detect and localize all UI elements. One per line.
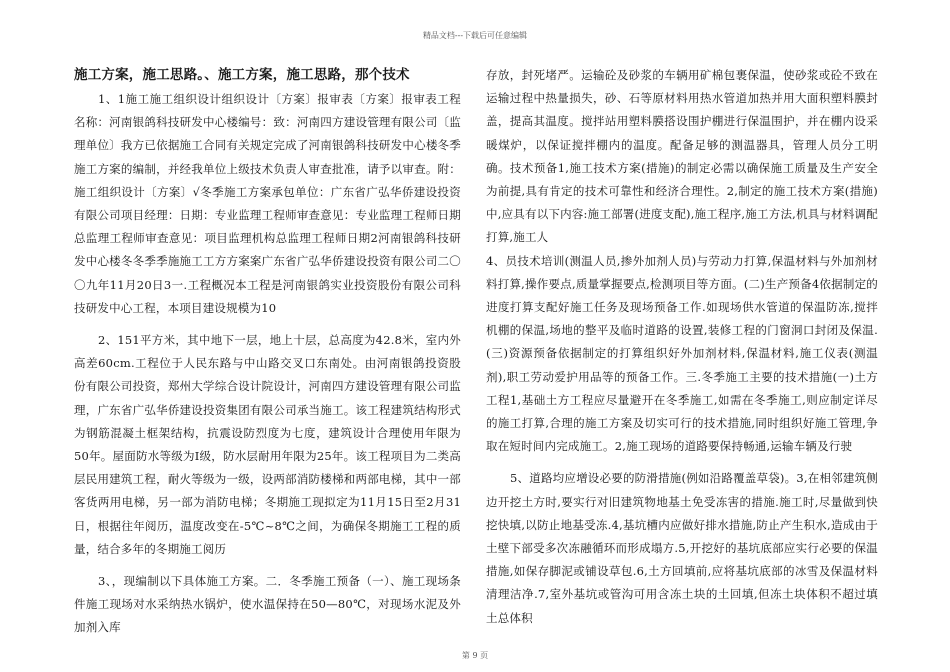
paragraph: 5、道路均应增设必要的防滑措施(例如沿路覆盖草袋)。3,在相邻建筑侧边开挖土方时,要实行对旧建筑物地基土免受冻害的措施.施工时,尽量做到快挖快填,以防止地基受冻.4,基坑槽内应做好排水措施,防止产生积水,造成由于土壁下部受多次冻融循环而形成塌方.5,开挖好的基坑底部应实行必要的保温措施,如保存脚泥或铺设草包.6,土方回填前,应将基坑底部的冰雪及保温材料清理洁净.7,室外基坑或管沟可用含冻土块的土回填,但冻土块体积不超过填土总体积 [486, 471, 878, 625]
right-column [486, 64, 878, 630]
left-column [74, 64, 461, 640]
page-header: 精品文档---下载后可任意编辑 [422, 31, 528, 40]
paragraph: 3、，现编制以下具体施工方案。二．冬季施工预备（一）、施工现场条件施工现场对水采纳热水锅炉，使水温保持在50—80℃，对现场水泥及外加剂入库 [74, 574, 461, 635]
paragraph: 存放，封死堵严。运输砼及砂浆的车辆用矿棉包裹保温，使砂浆或砼不致在运输过程中热量损失，砂、石等原材料用热水管道加热并用大面积塑料膜封盖，提高其温度。搅拌站用塑料膜搭设围护棚进行保温围护，并在棚内设采暖煤炉，以保证搅拌棚内的温度。配备足够的测温器具，管理人员分工明确。技术预备1,施工技术方案(措施)的制定必需以确保施工质量及生产安全为前提,具有肯定的技术可靠性和经济合理性。2,制定的施工技术方案(措施)中,应具有以下内容:施工部署(进度支配),施工程序,施工方法,机具与材料调配打算,施工人 [486, 68, 878, 245]
paragraph: 1、1施工施工组织设计组织设计〔方案〕报审表〔方案〕报审表工程名称：河南银鸽科技研发中心楼编号：致：河南四方建设管理有限公司〔监理单位〕我方已依据施工合同有关规定完成了河南银鸽科技研发中心楼冬季施工方案的编制，并经我单位上级技术负责人审查批准，请予以审查。附：施工组织设计〔方案〕√冬季施工方案承包单位：广东省广弘华侨建设投资有限公司项目经理：日期：专业监理工程师审查意见：专业监理工程师日期总监理工程师审查意见：项目监理机构总监理工程师日期2河南银鸽科技研发中心楼冬冬季季施施工工方方案案广东省广弘华侨建设投资有限公司二〇〇九年11月20日3一.工程概况本工程是河南银鸽实业投资股份有限公司科技研发中心工程，本项目建设规模为10 [74, 92, 461, 315]
paragraph: 4、员技术培训(测温人员,掺外加剂人员)与劳动力打算,保温材料与外加剂材料打算,操作要点,质量掌握要点,检测项目等方面。(二)生产预备4依据制定的进度打算支配好施工任务及现场预备工作.如现场供水管道的保温防冻,搅拌机棚的保温,场地的整平及临时道路的设置,装修工程的门窗洞口封闭及保温.(三)资源预备依据制定的打算组织好外加剂材料,保温材料,施工仪表(测温剂),职工劳动爱护用品等的预备工作。三.冬季施工主要的技术措施(一)土方工程1,基础土方工程应尽量避开在冬季施工,如需在冬季施工,则应制定详尽的施工打算,合理的施工方案及切实可行的技术措施,同时组织好施工管理,争取在短时间内完成施工。2,施工现场的道路要保持畅通,运输车辆及行驶 [486, 253, 878, 454]
document-title: 施工方案，施工思路。、施工方案，施工思路，那个技术 [74, 67, 410, 83]
paragraph: 2、151平方米，其中地下一层，地上十层，总高度为42.8米，室内外高差60cm.工程位于人民东路与中山路交叉口东南处。由河南银鸽投资股份有限公司投资，郑州大学综合设计院设计，河南四方建设管理有限公司监理，广东省广弘华侨建设投资集团有限公司承当施工。该工程建筑结构形式为钢筋混凝土框架结构，抗震设防烈度为七度，建筑设计合理使用年限为50年。屋面防水等级为Ⅰ级，防水层耐用年限为25年。该工程项目为二类高层民用建筑工程，耐火等级为一级，设两部消防楼梯和两部电梯，其中一部客货两用电梯，另一部为消防电梯；冬期施工现拟定为11月15日至2月31日，根据往年阅历，温度改变在-5℃~8℃之间，为确保冬期施工工程的质量，结合多年的冬期施工阅历 [74, 333, 461, 556]
page-number: 第 9 页 [461, 651, 489, 660]
